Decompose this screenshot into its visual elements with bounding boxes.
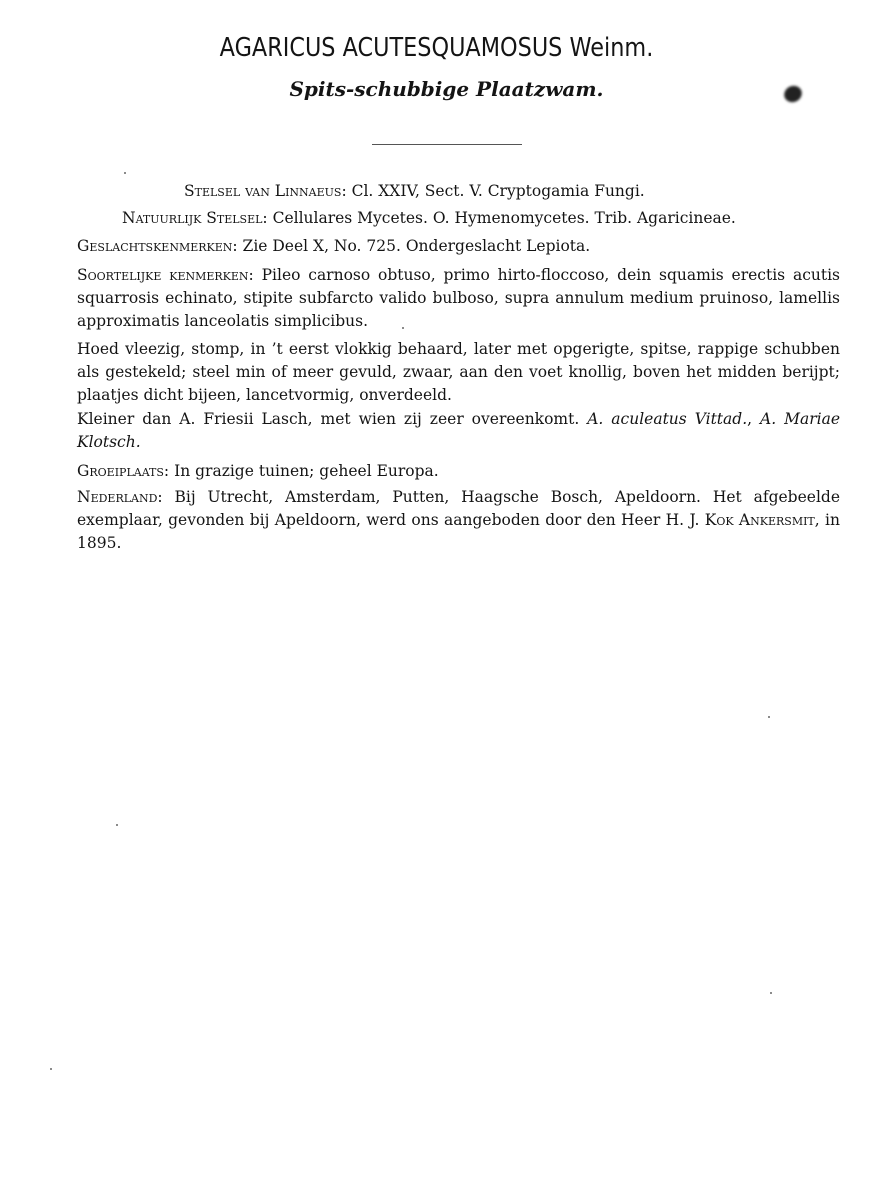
paper-speck (116, 824, 118, 826)
paper-speck (124, 172, 126, 174)
page-subtitle: Spits-schubbige Plaatzwam. (289, 77, 604, 101)
linnaeus-label: Stelsel van Linnaeus: (184, 182, 347, 200)
paper-speck (50, 1068, 52, 1070)
synonym-separator: , (747, 410, 761, 428)
species-label: Soortelijke kenmerken: (77, 266, 254, 284)
habitat-line (77, 461, 439, 481)
linnaeus-value: Cl. XXIV, Sect. V. Cryptogamia Fungi. (346, 182, 645, 200)
synonym-1: A. aculeatus Vittad. (587, 410, 748, 428)
genus-label: Geslachtskenmerken: (77, 237, 238, 255)
locality-paragraph (77, 486, 840, 555)
linnaeus-line (184, 181, 645, 201)
habitat-value: In grazige tuinen; geheel Europa. (169, 462, 439, 480)
title-divider (372, 144, 522, 145)
comparison-text: Kleiner dan A. Friesii Lasch, met wien zij zeer overeenkomt. (77, 410, 588, 428)
dutch-description: Hoed vleezig, stomp, in ’t eerst vlokkig behaard, later met opgerigte, spitse, rappige schubben als gestekeld; steel min of meer gevuld, zwaar, aan den voet knollig, boven het midden berijpt; plaatjes dicht bijeen, lancetvormig, onverdeeld. (77, 340, 840, 404)
species-text: Pileo carnoso obtuso, primo hirto-floccoso, dein squamis erectis acutis squarrosis echinato, stipite subfarcto valido bulboso, supra annulum medium pruinoso, lamellis approximatis lanceolatis simplicibus. (77, 266, 840, 330)
species-paragraph (77, 264, 840, 333)
paper-speck (770, 992, 772, 994)
collector-name: Kok Ankersmit (704, 511, 815, 529)
paper-speck (402, 327, 404, 329)
genus-line (77, 236, 590, 256)
paper-speck (768, 716, 770, 718)
locality-value: Bij Utrecht, Amsterdam, Putten, Haagsche Bosch, Apeldoorn. Het afgebeelde exemplaar, gevonden bij Apeldoorn, werd ons aangeboden door den Heer H. J. (77, 488, 840, 529)
natural-system-label: Natuurlijk Stelsel: (122, 209, 268, 227)
comparison-paragraph (77, 408, 840, 454)
genus-value: Zie Deel X, No. 725. Ondergeslacht Lepiota. (237, 237, 591, 255)
natural-system-line (122, 208, 736, 228)
synonym-2: A. Mariae Klotsch. (77, 410, 840, 451)
locality-end: , in 1895. (77, 511, 840, 552)
page-title: AGARICUS ACUTESQUAMOSUS Weinm. (219, 33, 654, 63)
dutch-description-paragraph (77, 338, 840, 407)
habitat-label: Groeiplaats: (77, 462, 170, 480)
natural-system-value: Cellulares Mycetes. O. Hymenomycetes. Trib. Agaricineae. (267, 209, 736, 227)
locality-label: Nederland: (77, 488, 163, 506)
